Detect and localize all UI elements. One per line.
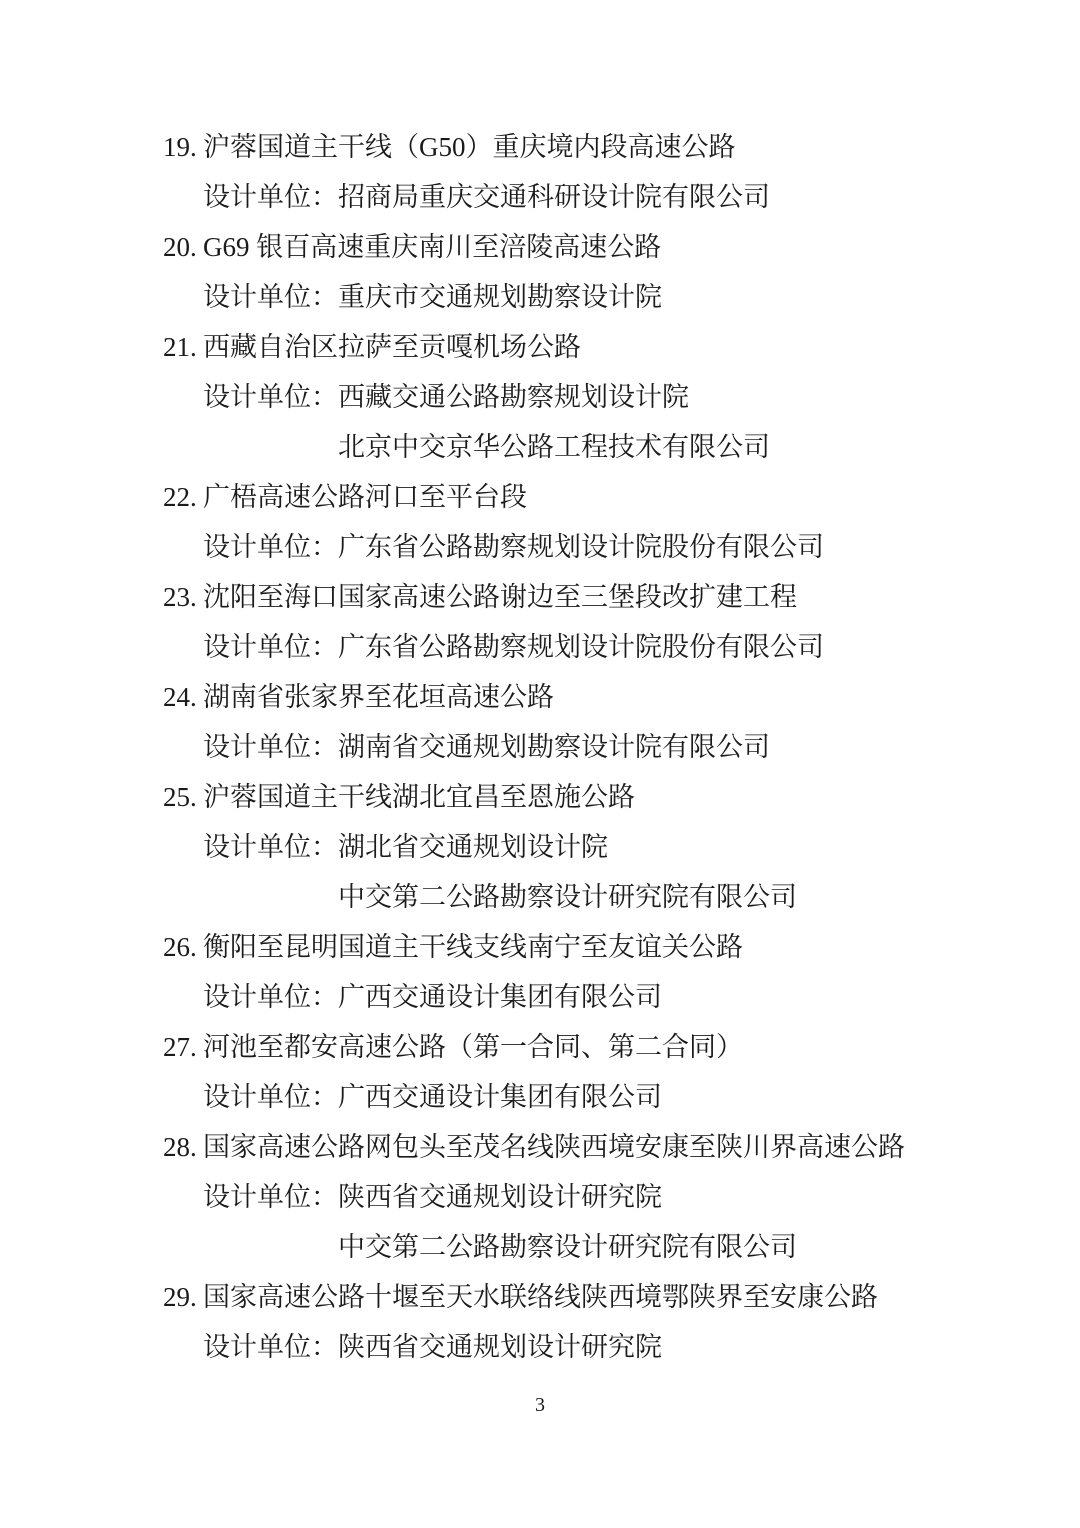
project-item-27 bbox=[0, 1022, 1080, 1072]
item-title: 河池至都安高速公路（第一合同、第二合同） bbox=[203, 1032, 743, 1062]
design-unit-label: 设计单位： bbox=[203, 1182, 338, 1212]
project-item-26 bbox=[0, 922, 1080, 972]
item-number: 28. bbox=[163, 1132, 197, 1162]
design-unit-line bbox=[0, 622, 1080, 672]
design-unit-label: 设计单位： bbox=[203, 282, 338, 312]
page-number: 3 bbox=[535, 1394, 545, 1416]
item-number: 29. bbox=[163, 1282, 197, 1312]
item-number: 22. bbox=[163, 482, 197, 512]
design-unit-name: 广西交通设计集团有限公司 bbox=[338, 982, 662, 1012]
design-unit-line bbox=[0, 372, 1080, 422]
design-unit-line bbox=[0, 722, 1080, 772]
design-unit-name: 湖北省交通规划设计院 bbox=[338, 832, 608, 862]
design-unit-name: 北京中交京华公路工程技术有限公司 bbox=[338, 432, 770, 462]
design-unit-name: 广东省公路勘察规划设计院股份有限公司 bbox=[338, 632, 824, 662]
item-number: 23. bbox=[163, 582, 197, 612]
design-unit-name: 广东省公路勘察规划设计院股份有限公司 bbox=[338, 532, 824, 562]
design-unit-name: 中交第二公路勘察设计研究院有限公司 bbox=[338, 1232, 797, 1262]
project-item-20 bbox=[0, 222, 1080, 272]
item-title: 国家高速公路十堰至天水联络线陕西境鄂陕界至安康公路 bbox=[203, 1282, 878, 1312]
design-unit-label: 设计单位： bbox=[203, 382, 338, 412]
design-unit-line bbox=[0, 1322, 1080, 1372]
item-number: 19. bbox=[163, 132, 197, 162]
item-title: 沈阳至海口国家高速公路谢边至三堡段改扩建工程 bbox=[203, 582, 797, 612]
item-title: 衡阳至昆明国道主干线支线南宁至友谊关公路 bbox=[203, 932, 743, 962]
design-unit-name: 西藏交通公路勘察规划设计院 bbox=[338, 382, 689, 412]
design-unit-label: 设计单位： bbox=[203, 632, 338, 662]
design-unit-continuation bbox=[0, 422, 1080, 472]
design-unit-continuation bbox=[0, 1222, 1080, 1272]
item-title: 广梧高速公路河口至平台段 bbox=[203, 482, 527, 512]
design-unit-line bbox=[0, 1072, 1080, 1122]
design-unit-label: 设计单位： bbox=[203, 1082, 338, 1112]
design-unit-label: 设计单位： bbox=[203, 982, 338, 1012]
design-unit-name: 广西交通设计集团有限公司 bbox=[338, 1082, 662, 1112]
item-number: 20. bbox=[163, 232, 197, 262]
project-list bbox=[0, 122, 1080, 1372]
item-number: 26. bbox=[163, 932, 197, 962]
item-number: 25. bbox=[163, 782, 197, 812]
design-unit-label: 设计单位： bbox=[203, 532, 338, 562]
project-item-28 bbox=[0, 1122, 1080, 1172]
project-item-21 bbox=[0, 322, 1080, 372]
design-unit-name: 重庆市交通规划勘察设计院 bbox=[338, 282, 662, 312]
project-item-19 bbox=[0, 122, 1080, 172]
project-item-23 bbox=[0, 572, 1080, 622]
design-unit-name: 陕西省交通规划设计研究院 bbox=[338, 1332, 662, 1362]
design-unit-line bbox=[0, 172, 1080, 222]
project-item-25 bbox=[0, 772, 1080, 822]
item-title: G69 银百高速重庆南川至涪陵高速公路 bbox=[203, 232, 662, 262]
item-title: 沪蓉国道主干线湖北宜昌至恩施公路 bbox=[203, 782, 635, 812]
design-unit-name: 中交第二公路勘察设计研究院有限公司 bbox=[338, 882, 797, 912]
design-unit-line bbox=[0, 272, 1080, 322]
design-unit-line bbox=[0, 1172, 1080, 1222]
design-unit-name: 陕西省交通规划设计研究院 bbox=[338, 1182, 662, 1212]
project-item-22 bbox=[0, 472, 1080, 522]
design-unit-line bbox=[0, 972, 1080, 1022]
item-title: 湖南省张家界至花垣高速公路 bbox=[203, 682, 554, 712]
item-number: 27. bbox=[163, 1032, 197, 1062]
item-title: 沪蓉国道主干线（G50）重庆境内段高速公路 bbox=[203, 132, 736, 162]
design-unit-label: 设计单位： bbox=[203, 182, 338, 212]
design-unit-line bbox=[0, 822, 1080, 872]
design-unit-label: 设计单位： bbox=[203, 1332, 338, 1362]
design-unit-continuation bbox=[0, 872, 1080, 922]
item-title: 国家高速公路网包头至茂名线陕西境安康至陕川界高速公路 bbox=[203, 1132, 905, 1162]
project-item-24 bbox=[0, 672, 1080, 722]
project-item-29 bbox=[0, 1272, 1080, 1322]
design-unit-label: 设计单位： bbox=[203, 832, 338, 862]
design-unit-name: 湖南省交通规划勘察设计院有限公司 bbox=[338, 732, 770, 762]
item-title: 西藏自治区拉萨至贡嘎机场公路 bbox=[203, 332, 581, 362]
design-unit-line bbox=[0, 522, 1080, 572]
design-unit-name: 招商局重庆交通科研设计院有限公司 bbox=[338, 182, 770, 212]
item-number: 24. bbox=[163, 682, 197, 712]
item-number: 21. bbox=[163, 332, 197, 362]
design-unit-label: 设计单位： bbox=[203, 732, 338, 762]
